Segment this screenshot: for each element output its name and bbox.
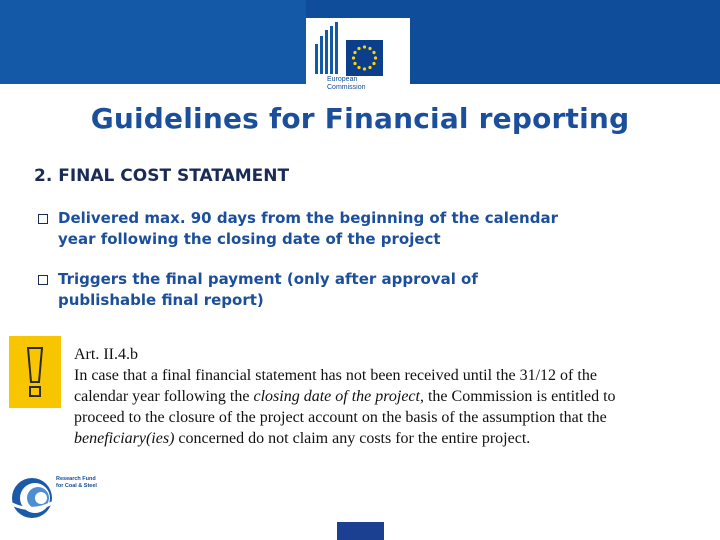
footer-box <box>337 522 384 540</box>
logo-line-1: European <box>327 76 358 83</box>
article-body-part-1: In case that a final financial statement has not been received until the 31/12 of the calendar year following the <box>74 367 597 405</box>
bullet-item-2 <box>38 269 638 311</box>
article-text <box>74 344 654 449</box>
eu-flag-icon <box>346 40 383 76</box>
logo-line-2: Commission <box>327 84 366 91</box>
article-body-part-3: concerned do not claim any costs for the entire project. <box>174 430 531 447</box>
article-body-part-2: , the Commission is entitled to proceed to the closure of the project account on the basis of the assumption that the <box>74 388 616 426</box>
page-title: Guidelines for Financial reporting <box>90 102 630 135</box>
section-heading: 2. FINAL COST STATAMENT <box>34 166 290 186</box>
rfcs-logo-text <box>56 476 97 489</box>
bullet-item-1 <box>38 208 638 250</box>
building-icon <box>315 22 341 74</box>
checkbox-bullet-icon <box>38 214 48 224</box>
checkbox-bullet-icon <box>38 275 48 285</box>
header-band-left <box>0 0 306 84</box>
bullet-1-line-1: Delivered max. 90 days from the beginning of the calendar <box>58 209 558 227</box>
bullet-2-line-1: Triggers the final payment (only after approval of <box>58 270 478 288</box>
bullet-1-line-2: year following the closing date of the project <box>58 230 441 248</box>
european-commission-logo <box>306 18 410 100</box>
bullet-2-line-2: publishable final report) <box>58 291 264 309</box>
article-body <box>74 365 654 449</box>
warning-icon <box>9 336 61 408</box>
rfcs-line-1: Research Fund <box>56 476 96 482</box>
article-italic-2: beneficiary(ies) <box>74 430 175 447</box>
rfcs-line-2: for Coal & Steel <box>56 482 97 489</box>
logo-text <box>327 76 366 92</box>
article-reference: Art. II.4.b <box>74 346 138 363</box>
article-italic-1: closing date of the project <box>253 388 420 405</box>
